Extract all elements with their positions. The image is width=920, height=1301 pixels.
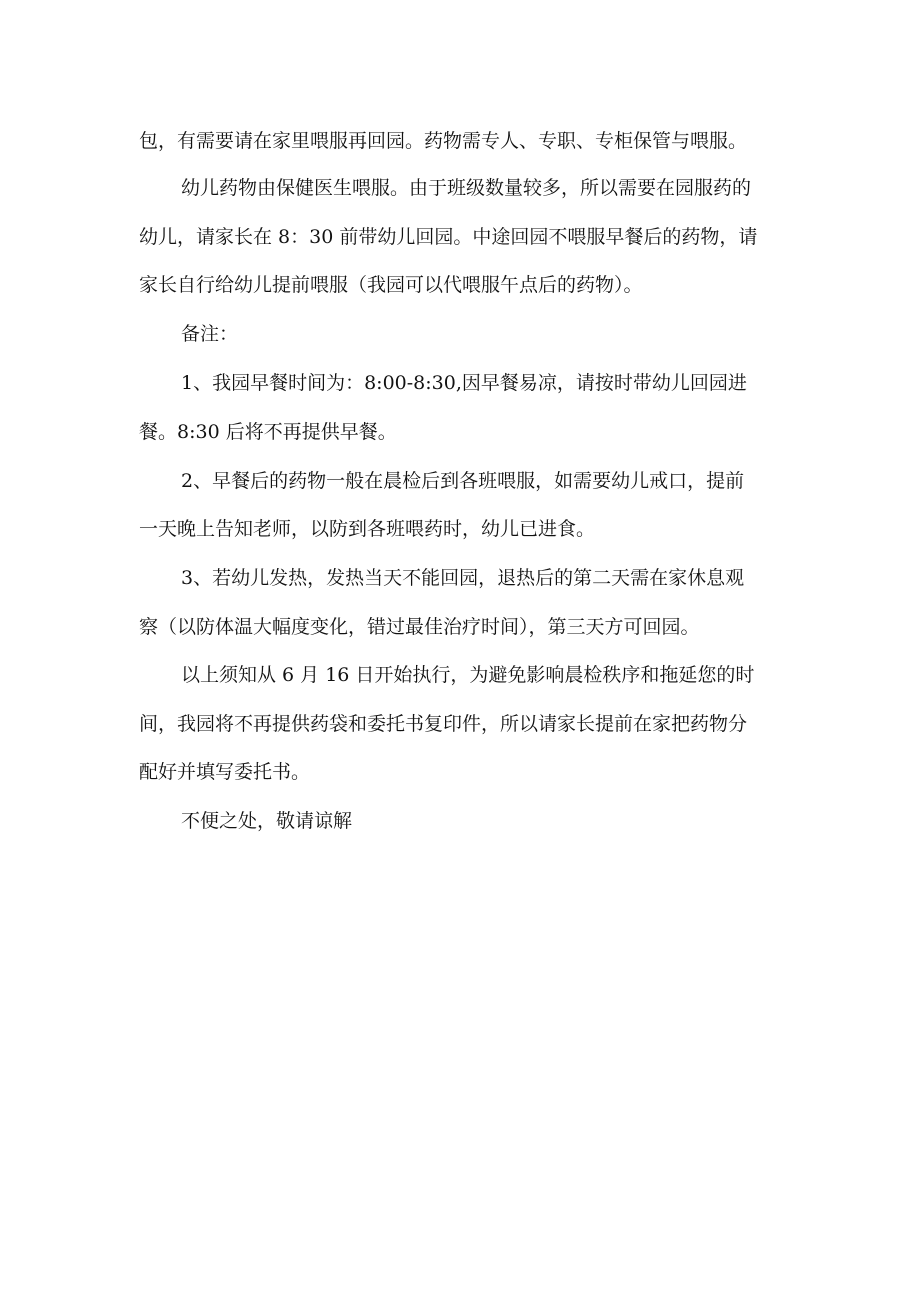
closing-line: 不便之处，敬请谅解: [181, 810, 353, 832]
text-line-1: 包，有需要请在家里喂服再回园。药物需专人、专职、专柜保管与喂服。: [139, 130, 748, 152]
text-line-9: 一天晚上告知老师，以防到各班喂药时，幼儿已进食。: [139, 518, 596, 540]
text-line-14: 配好并填写委托书。: [139, 761, 311, 783]
text-line-12: 以上须知从 6 月 16 日开始执行，为避免影响晨检秩序和拖延您的时: [181, 664, 755, 686]
text-line-2: 幼儿药物由保健医生喂服。由于班级数量较多，所以需要在园服药的: [181, 177, 752, 199]
text-line-8: 2、早餐后的药物一般在晨检后到各班喂服，如需要幼儿戒口，提前: [181, 470, 745, 492]
text-line-10: 3、若幼儿发热，发热当天不能回园，退热后的第二天需在家休息观: [181, 567, 745, 589]
text-line-3: 幼儿，请家长在 8：30 前带幼儿回园。中途回园不喂服早餐后的药物，请: [139, 226, 758, 248]
notes-heading: 备注：: [181, 323, 239, 345]
text-line-7: 餐。8:30 后将不再提供早餐。: [139, 421, 397, 443]
text-line-6: 1、我园早餐时间为：8:00-8:30,因早餐易凉，请按时带幼儿回园进: [181, 372, 747, 394]
text-line-11: 察（以防体温大幅度变化，错过最佳治疗时间），第三天方可回园。: [139, 616, 700, 638]
text-line-4: 家长自行给幼儿提前喂服（我园可以代喂服午点后的药物）。: [139, 274, 643, 296]
text-line-13: 间，我园将不再提供药袋和委托书复印件，所以请家长提前在家把药物分: [139, 713, 748, 735]
